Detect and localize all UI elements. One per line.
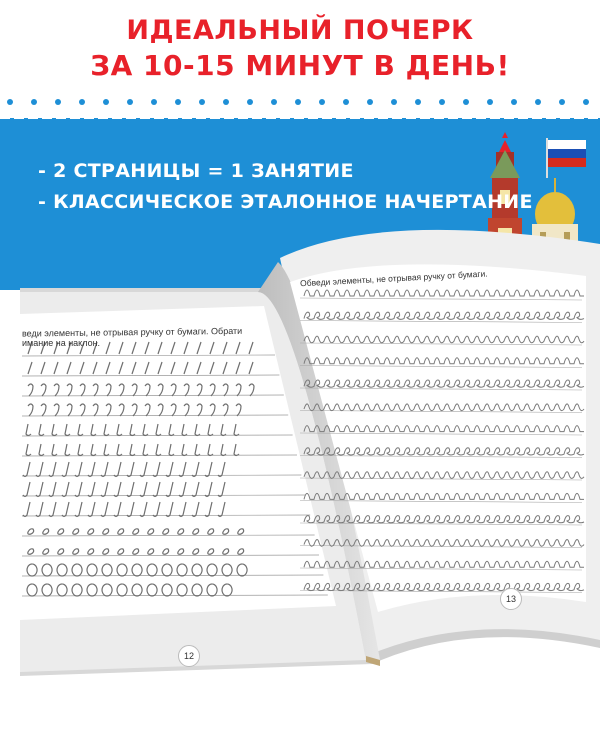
bullet-two: - КЛАССИЧЕСКОЕ ЭТАЛОННОЕ НАЧЕРТАНИЕ <box>38 191 533 213</box>
left-page-instruction-2: имание на наклон. <box>22 338 101 348</box>
left-page-instruction-1: веди элементы, не отрывая ручку от бумаги. Обрати <box>22 325 243 339</box>
right-page-instruction: Обведи элементы, не отрывая ручку от бумаги. <box>299 268 488 289</box>
headline-line-1: ИДЕАЛЬНЫЙ ПОЧЕРК <box>126 15 474 46</box>
headline-line-2: ЗА 10-15 МИНУТ В ДЕНЬ! <box>90 49 510 82</box>
left-page-number: 12 <box>178 645 200 667</box>
right-page-number: 13 <box>500 588 522 610</box>
bullet-one: - 2 СТРАНИЦЫ = 1 ЗАНЯТИЕ <box>38 160 354 182</box>
